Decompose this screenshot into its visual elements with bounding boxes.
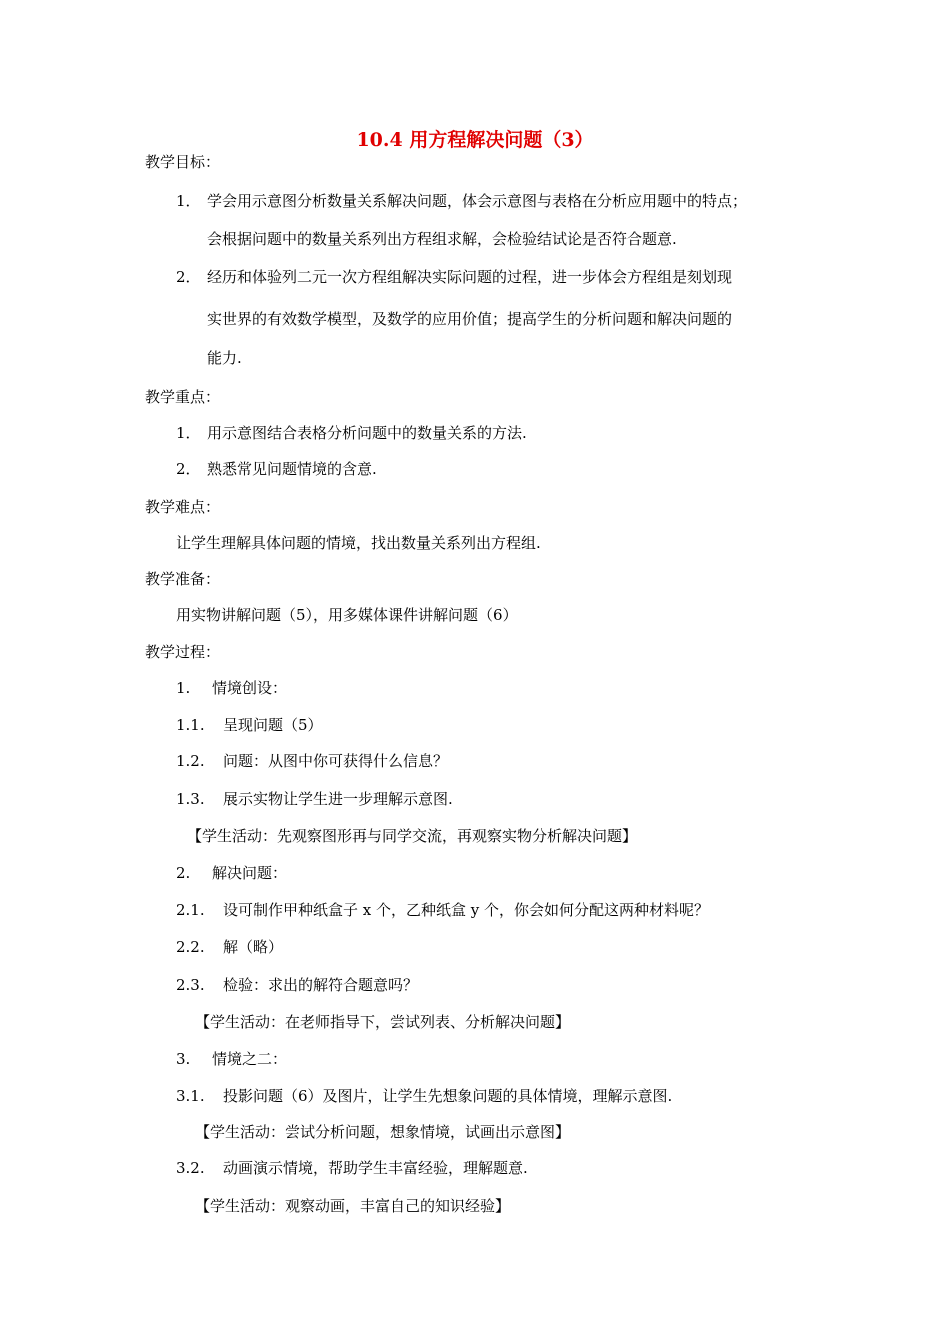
process-3-1-number: 3.1. <box>176 1087 205 1105</box>
process-3-2-text: 动画演示情境，帮助学生丰富经验，理解题意. <box>223 1159 528 1177</box>
key-2-number: 2． <box>176 460 201 478</box>
process-3-1-text: 投影问题（6）及图片，让学生先想象问题的具体情境，理解示意图. <box>223 1087 673 1105</box>
goals-heading: 教学目标： <box>145 153 221 171</box>
goal-2-number: 2． <box>176 268 201 286</box>
process-2-number: 2. <box>176 864 191 882</box>
difficulty-text: 让学生理解具体问题的情境，找出数量关系列出方程组. <box>176 534 541 552</box>
process-2-2-text: 解（略） <box>223 938 284 956</box>
key-heading: 教学重点： <box>145 388 221 406</box>
student-activity-3: 【学生活动：尝试分析问题，想象情境，试画出示意图】 <box>195 1123 571 1141</box>
process-2-3-text: 检验：求出的解符合题意吗？ <box>223 976 419 994</box>
goal-1-line-1: 学会用示意图分析数量关系解决问题，体会示意图与表格在分析应用题中的特点； <box>207 192 748 210</box>
process-1-3-text: 展示实物让学生进一步理解示意图. <box>223 790 453 808</box>
key-1-text: 用示意图结合表格分析问题中的数量关系的方法. <box>207 424 527 442</box>
document-title: 10.4 用方程解决问题（3） <box>356 129 594 151</box>
student-activity-1: 【学生活动：先观察图形再与同学交流，再观察实物分析解决问题】 <box>187 827 638 845</box>
process-1-text: 情境创设： <box>212 679 288 697</box>
process-3-2-number: 3.2. <box>176 1159 205 1177</box>
goal-2-line-1: 经历和体验列二元一次方程组解决实际问题的过程，进一步体会方程组是刻划现 <box>207 268 733 286</box>
process-2-text: 解决问题： <box>212 864 288 882</box>
goal-1-line-2: 会根据问题中的数量关系列出方程组求解，会检验结试论是否符合题意. <box>207 230 677 248</box>
key-2-text: 熟悉常见问题情境的含意. <box>207 460 377 478</box>
goal-1-number: 1． <box>176 192 201 210</box>
goal-2-line-2: 实世界的有效数学模型，及数学的应用价值；提高学生的分析问题和解决问题的 <box>207 310 733 328</box>
process-heading: 教学过程： <box>145 643 221 661</box>
goal-2-line-3: 能力. <box>207 349 242 367</box>
process-1-2-text: 问题：从图中你可获得什么信息？ <box>223 752 449 770</box>
process-2-3-number: 2.3. <box>176 976 205 994</box>
process-1-2-number: 1.2. <box>176 752 205 770</box>
student-activity-2: 【学生活动：在老师指导下，尝试列表、分析解决问题】 <box>195 1013 571 1031</box>
process-2-2-number: 2.2. <box>176 938 205 956</box>
process-1-1-text: 呈现问题（5） <box>223 716 323 734</box>
student-activity-4: 【学生活动：观察动画，丰富自己的知识经验】 <box>195 1197 511 1215</box>
difficulty-heading: 教学难点： <box>145 498 221 516</box>
process-2-1-number: 2.1. <box>176 901 205 919</box>
prep-heading: 教学准备： <box>145 570 221 588</box>
process-3-number: 3. <box>176 1050 191 1068</box>
key-1-number: 1． <box>176 424 201 442</box>
process-1-3-number: 1.3. <box>176 790 205 808</box>
process-1-number: 1. <box>176 679 191 697</box>
process-1-1-number: 1.1. <box>176 716 205 734</box>
prep-text: 用实物讲解问题（5），用多媒体课件讲解问题（6） <box>176 606 518 624</box>
process-3-text: 情境之二： <box>212 1050 288 1068</box>
process-2-1-text: 设可制作甲种纸盒子 x 个，乙种纸盒 y 个，你会如何分配这两种材料呢？ <box>223 901 710 919</box>
